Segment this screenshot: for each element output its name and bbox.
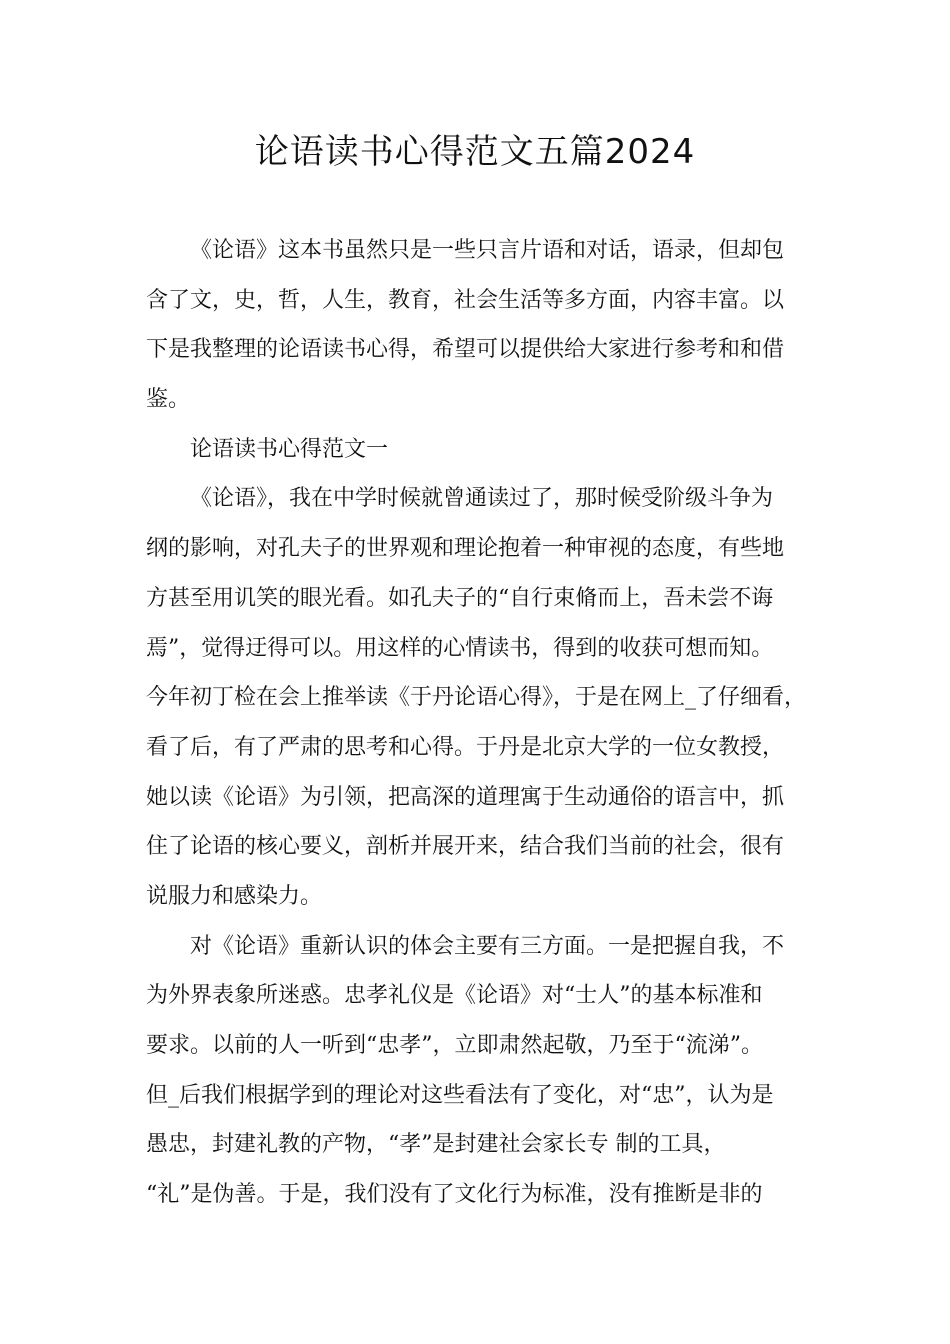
text-line: 今年初丁检在会上推举读《于丹论语心得》，于是在网上_了仔细看， bbox=[146, 685, 807, 711]
text-line: 下是我整理的论语读书心得，希望可以提供给大家进行参考和和借 bbox=[146, 337, 785, 363]
text-line: 她以读《论语》为引领，把高深的道理寓于生动通俗的语言中，抓 bbox=[146, 784, 785, 810]
text-line: 要求。以前的人一听到“忠孝”，立即肃然起敬，乃至于“流涕”。 bbox=[146, 1033, 763, 1058]
text-line: 《论语》这本书虽然只是一些只言片语和对话，语录，但却包 bbox=[190, 238, 785, 263]
text-line: 焉”，觉得迂得可以。用这样的心情读书，得到的收获可想而知。 bbox=[146, 635, 774, 661]
text-line: “礼”是伪善。于是，我们没有了文化行为标准，没有推断是非的 bbox=[146, 1182, 763, 1208]
text-line: 愚忠，封建礼教的产物，“孝”是封建社会家长专 制的工具， bbox=[146, 1132, 726, 1158]
text-line: 看了后，有了严肃的思考和心得。于丹是北京大学的一位女教授， bbox=[146, 734, 785, 760]
text-line: 论语读书心得范文一 bbox=[190, 436, 389, 462]
text-line: 对《论语》重新认识的体会主要有三方面。一是把握自我，不 bbox=[190, 933, 785, 959]
document-body bbox=[146, 226, 810, 1220]
text-line: 但_后我们根据学到的理论对这些看法有了变化，对“忠”，认为是 bbox=[146, 1082, 774, 1108]
text-line: 《论语》，我在中学时候就曾通读过了，那时候受阶级斗争为 bbox=[190, 486, 774, 512]
text-line: 说服力和感染力。 bbox=[146, 883, 323, 909]
text-line: 住了论语的核心要义，剖析并展开来，结合我们当前的社会，很有 bbox=[146, 834, 785, 860]
document-title: 论语读书心得范文五篇2024 bbox=[254, 132, 696, 172]
text-line: 鉴。 bbox=[146, 387, 191, 413]
text-line: 纲的影响，对孔夫子的世界观和理论抱着一种审视的态度，有些地 bbox=[146, 536, 785, 562]
text-line: 为外界表象所迷惑。忠孝礼仪是《论语》对“士人”的基本标准和 bbox=[146, 983, 763, 1009]
text-line: 含了文，史，哲，人生，教育，社会生活等多方面，内容丰富。以 bbox=[146, 287, 785, 313]
text-line: 方甚至用讥笑的眼光看。如孔夫子的“自行束脩而上，吾未尝不诲 bbox=[146, 585, 774, 611]
